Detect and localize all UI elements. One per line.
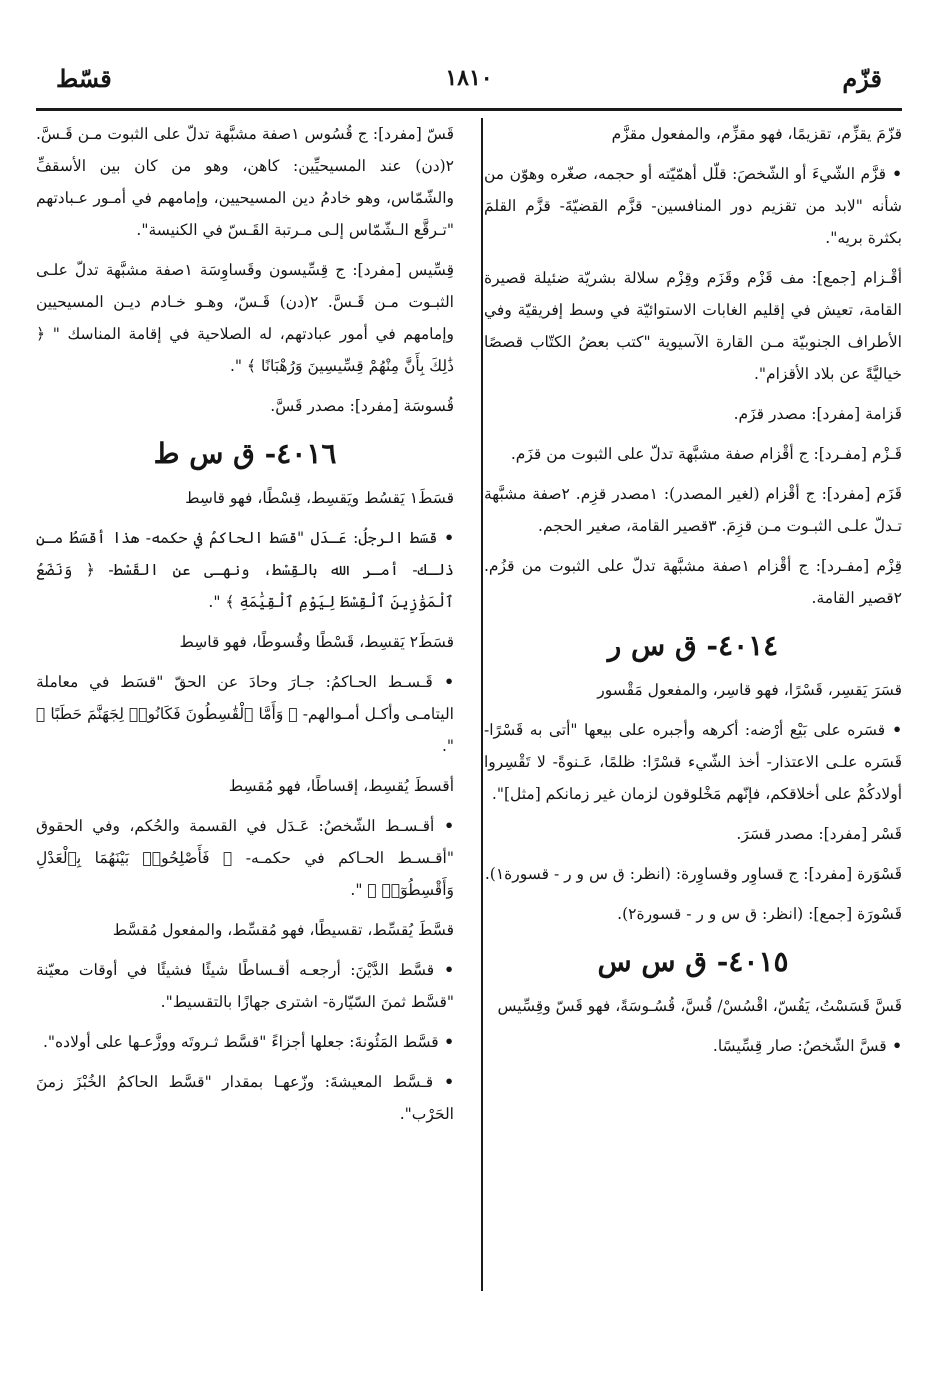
right-column — [484, 118, 902, 1291]
dictionary-entry: قُسوسَة [مفرد]: مصدر قَسَّ. — [270, 397, 454, 415]
right-guide-word: قزّم — [842, 63, 882, 93]
column-divider — [481, 118, 483, 1291]
dictionary-entry: قَزَم [مفرد]: ج أقْزام (لغير المصدر): ١مصدر قزِم. ٢صفة مشبَّهة تـدلّ علـى الثبـوت مـن قزِمَ. ٣قصير القامة، صغير الحجم. — [484, 485, 902, 535]
definition-line: • قزَّم الشّيءَ أو الشّخصَ: قلّل أهمّيّته أو حجمه، صغّره وهوّن من شأنه "لابد من تقزيم دور المنافسين- قزَّم القضيّةَ- قزَّم القلمَ بكثرة بريه". — [484, 158, 902, 254]
root-section-heading: ٤٠١٥- ق س س — [597, 945, 789, 978]
dictionary-entry: قَسْوَرة [مفرد]: ج قساوِر وقساوِرة: (انظر: ق س و ر - قسورة١). — [484, 865, 902, 883]
definition-line: • قسَّط الدَّيْنَ: أرجعـه أقـساطًا شيئًا فشيئًا في أوقات معيّنة "قسَّط ثمنَ السّيّارة- اشترى جهازًا بالتقسيط". — [36, 954, 454, 1018]
dictionary-entry: قِسِّيس [مفرد]: ج قِسِّيسون وقَساوِسَة ١صفة مشبَّهة تدلّ علـى الثبـوت مـن قَـسَّ. ٢(دن) قَـسّ، وهـو خـادم ديـن المسيحيين وإمامهم في أمور عبادتهم، له الصلاحية في إقامة المناسك " ﴿ ذَٰلِكَ بِأَنَّ مِنْهُمْ قِسِّيسِينَ وَرُهْبَانًا ﴾ ". — [36, 261, 454, 375]
definition-line: • قـسَّط المعيشةَ: وزّعهـا بمقدار "قسَّط الحاكمُ الخُبْزَ زمنَ الحَرْب". — [36, 1066, 454, 1130]
definition-line: • قسَّ الشّخصُ: صار قِسِّيسًا. — [484, 1030, 902, 1062]
header-rule — [36, 108, 902, 111]
page-header — [56, 48, 882, 108]
definition-line: • قسَط الرجلُ: عَـدَل "قسَط الحاكمُ في حكمه- هذا أقسَطُ مـن ذلـك- أمـر الله بالقِسْط، ونهـى عن القَسْط- ﴿ وَنَضَعُ ٱلْمَوَٰزِينَ ٱلْقِسْطَ لِيَوْمِ ٱلْقِيَٰمَةِ ﴾ ". — [36, 522, 454, 618]
dictionary-entry: قَسّ [مفرد]: ج قُسُوس ١صفة مشبَّهة تدلّ على الثبوت مـن قَـسَّ. ٢(دن) عند المسيحيِّين: كاهن، وهو من كان بين الأسقفِّ والشّمّاس، وهو خادمُ دين المسيحيين، وإمامهم في أمـور عـبادتهم "تـرقَّع الـشّمّاس إلـى مـرتبة القَـسّ في الكنيسة". — [36, 125, 454, 239]
dictionary-entry: قزّمَ يقزِّم، تقزيمًا، فهو مقزِّم، والمفعول مقزَّم — [611, 125, 902, 143]
dictionary-entry: قسَّطَ يُقسِّط، تقسيطًا، فهو مُقسِّط، والمفعول مُقسَّط — [112, 921, 454, 939]
definition-line: • قَـسـط الحـاكمُ: جـارَ وحادَ عن الحقّ "قسَط في معاملة اليتامـى وأكـل أمـوالهم- ﴿ وَأَمَّا ٱلْقَٰسِطُونَ فَكَانُوا۟ لِجَهَنَّمَ حَطَبًا ﴾ ". — [36, 666, 454, 762]
dictionary-entry: أقْـزام [جمع]: مف قَزْم وقَزَم وقِزْم سلالة بشريّة ضئيلة قصيرة القامة، تعيش في إقليم الغابات الاستوائيّة في وسط إفريقيّة وفي الأطراف الجنوبيّة مـن القارة الآسيوية "كتب بعضُ الكتّاب قصصًا خياليَّةً عن بلاد الأقزام". — [484, 269, 902, 383]
root-section-heading: ٤٠١٦- ق س ط — [153, 437, 337, 470]
left-column — [36, 118, 454, 1291]
dictionary-entry: أقسطَ يُقسِط، إقساطًا، فهو مُقسِط — [228, 777, 454, 795]
dictionary-entry: قَزامة [مفرد]: مصدر قزَم. — [733, 405, 902, 423]
dictionary-entry: قَـزْم [مفـرد]: ج أقْزام صفة مشبَّهة تدلّ على الثبوت من قزَم. — [510, 445, 902, 463]
dictionary-entry: قِزْم [مفـرد]: ج أقْزام ١صفة مشبَّهة تدلّ على الثبوت من قزُم. ٢قصير القامة. — [484, 557, 902, 607]
dictionary-entry: قسَطَ٢ يَقسِط، قَسْطًا وقُسوطًا، فهو قاسِط — [179, 633, 454, 651]
root-section-heading: ٤٠١٤- ق س ر — [607, 629, 779, 662]
dictionary-entry: قَسْر [مفرد]: مصدر قسَرَ. — [736, 825, 902, 843]
definition-line: • قسَّط المَئُونةَ: جعلها أجزاءً "قسَّط ثـروتَه ووزَّعـها على أولاده". — [36, 1026, 454, 1058]
dictionary-entry: قسَطَ١ يَقسُط ويَقسِط، قِسْطًا، فهو قاسِط — [185, 489, 454, 507]
dictionary-entry: قَسَّ قَسَسْتُ، يَقُسّ، اقْسُسْ/ قُسَّ، قُسُـوسَةً، فهو قَسّ وقِسِّيس — [497, 997, 902, 1015]
dictionary-entry: قسَرَ يَقسِر، قَسْرًا، فهو قاسِر، والمفعول مَقْسور — [597, 681, 902, 699]
page-number: ١٨١٠ — [445, 65, 493, 91]
left-guide-word: قسّط — [56, 63, 112, 93]
definition-line: • أقـسـط الشّخصُ: عَـدَل في القسمة والحُكم، وفي الحقوق "أقـسـط الحـاكم في حكمـه- ﴿ فَأَصْلِحُوا۟ بَيْنَهُمَا بِٱلْعَدْلِ وَأَقْسِطُوٓا۟ ﴾ ". — [36, 810, 454, 906]
definition-line: • قسَره على بَيْع أرْضه: أكرهه وأجبره على بيعها "أتى به قَسْرًا- قَسَره علـى الاعتذار- أخذ الشّيء قسْرًا: ظلمًا، عَـنوةً- لا تَقْسِروا أولادكُمْ على أخلاقكم، فإنّهم مَخْلوقون لزمان غير زمانكم [مثل]". — [484, 714, 902, 810]
dictionary-entry: قَسْورَة [جمع]: (انظر: ق س و ر - قسورة٢). — [617, 905, 902, 923]
